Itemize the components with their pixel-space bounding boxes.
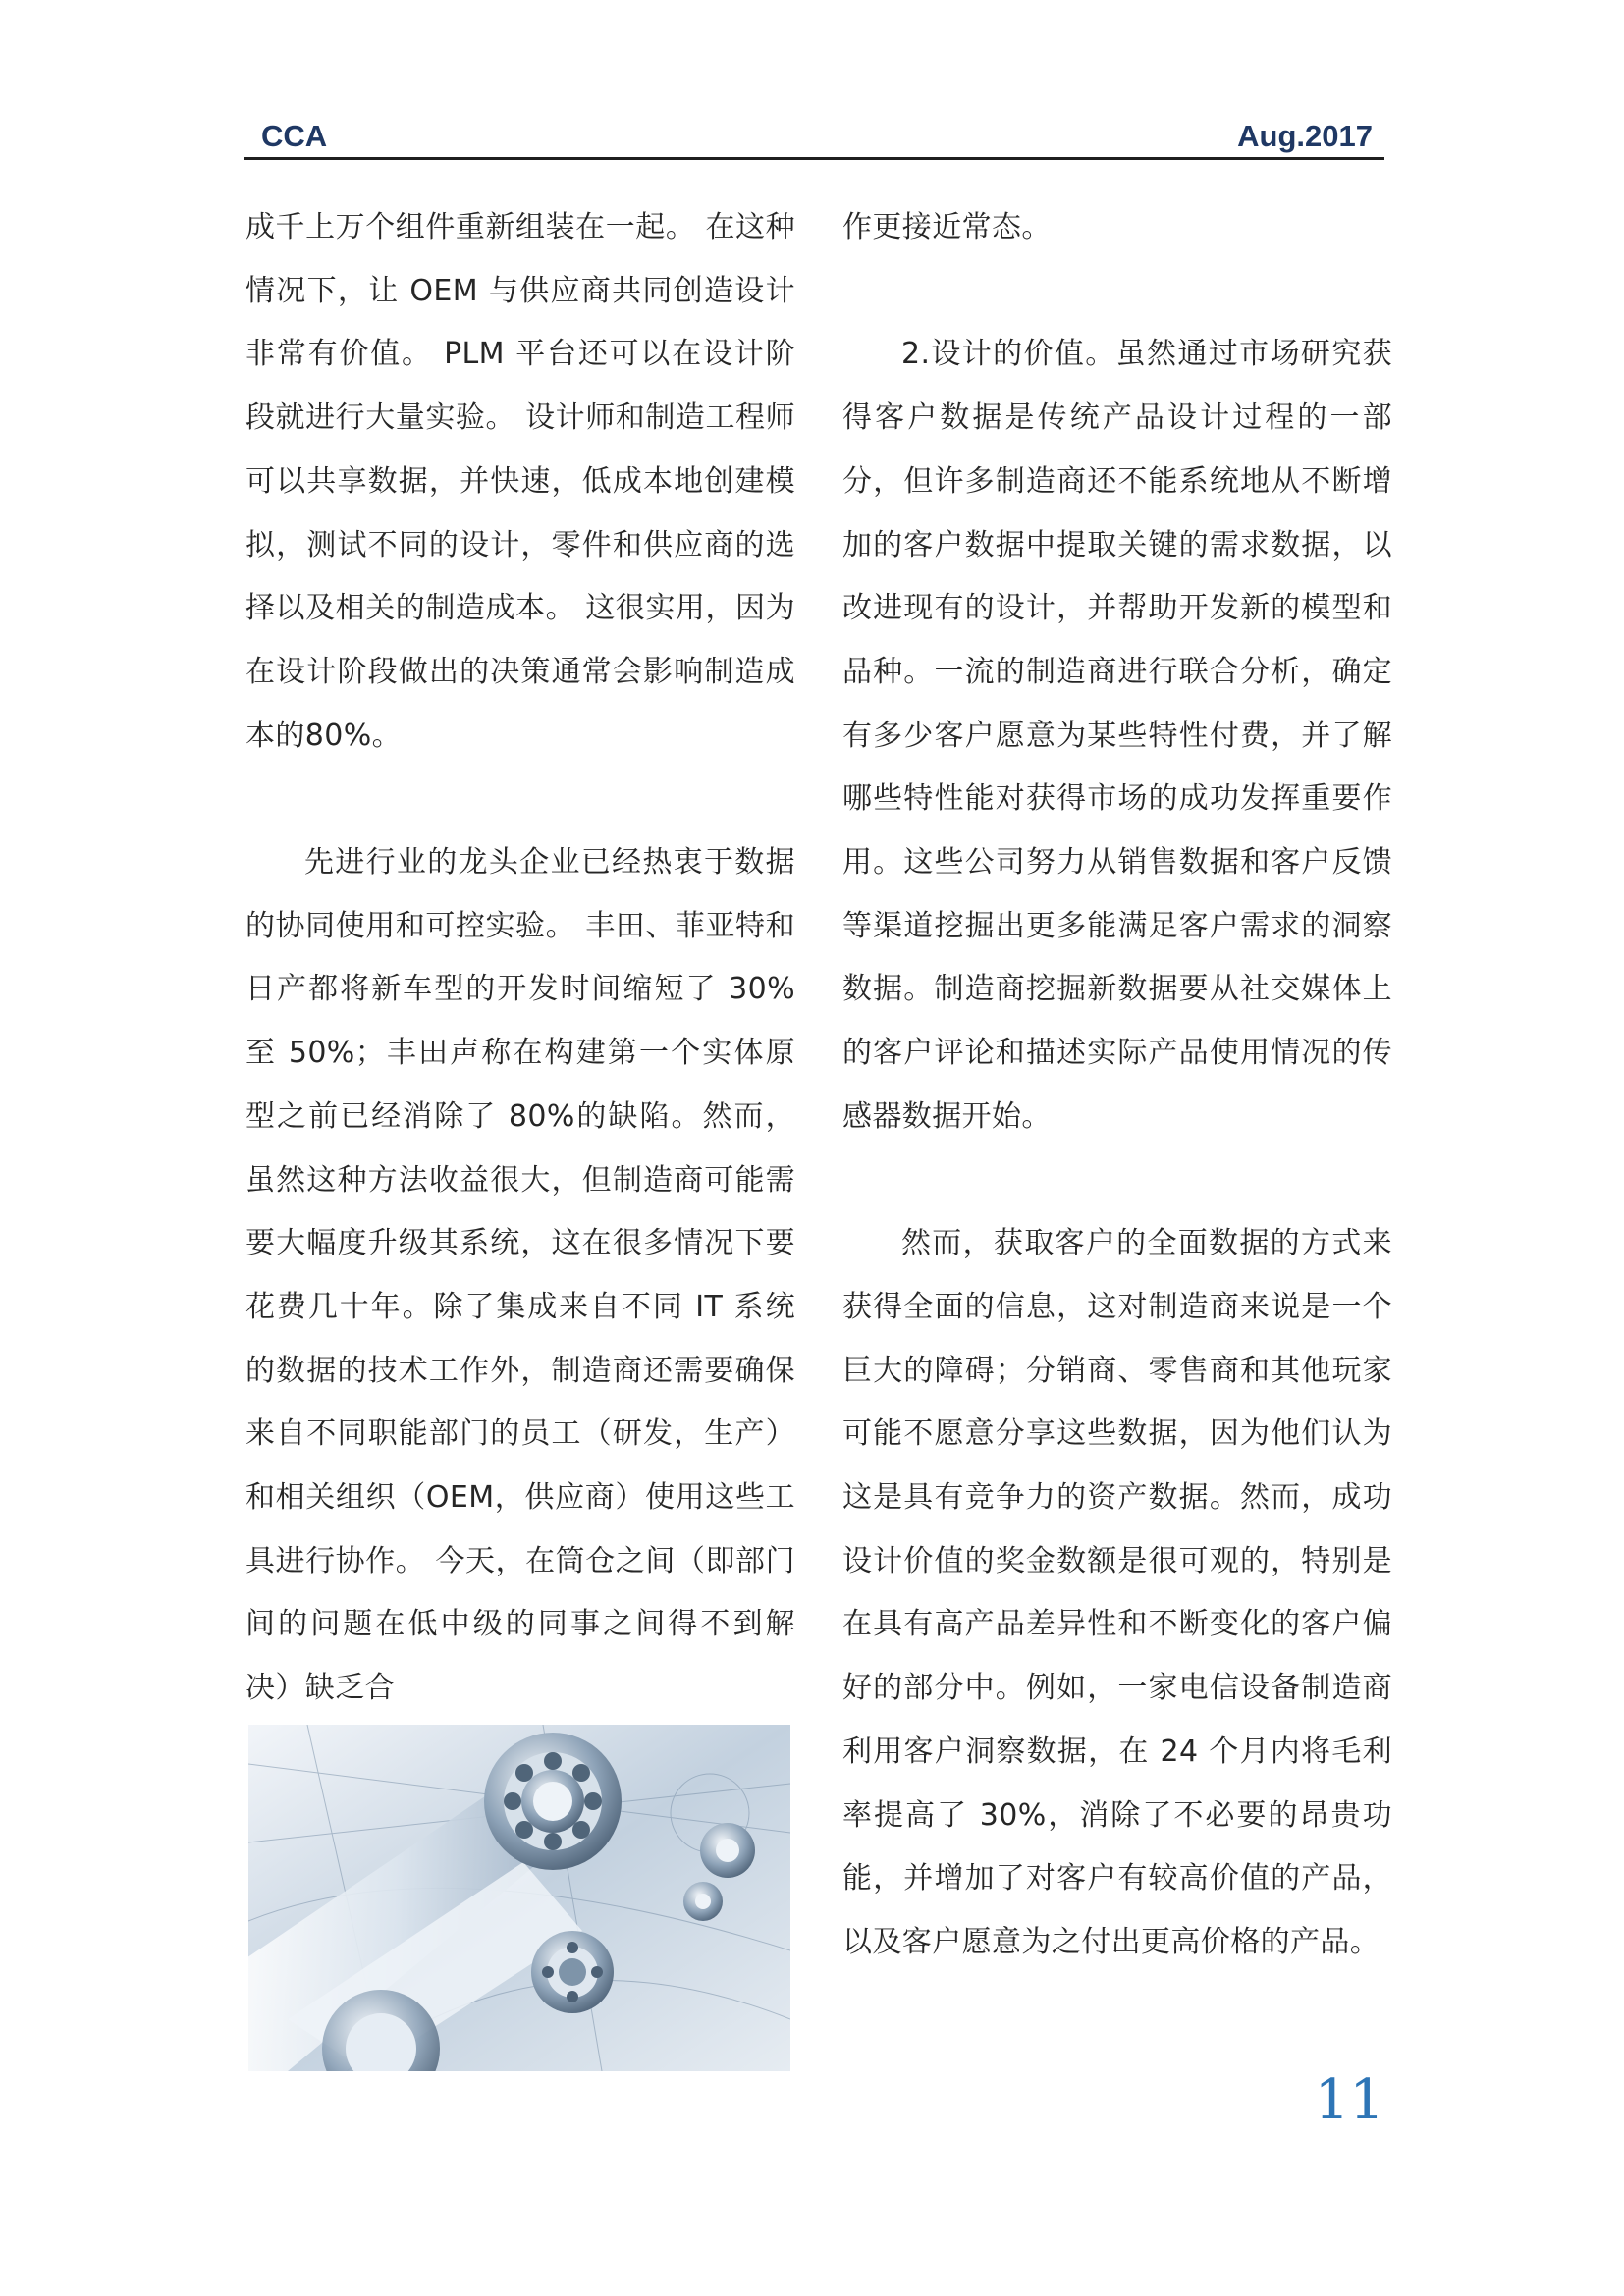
right-column [842, 196, 1392, 1975]
right-paragraph-3: 然而，获取客户的全面数据的方式来获得全面的信息，这对制造商来说是一个巨大的障碍；分销商、零售商和其他玩家可能不愿意分享这些数据，因为他们认为这是具有竞争力的资产数据。然而，成功设计价值的奖金数额是很可观的，特别是在具有高产品差异性和不断变化的客户偏好的部分中。例如，一家电信设备制造商利用客户洞察数据，在 24 个月内将毛利率提高了 30%，消除了不必要的昂贵功能，并增加了对客户有较高价值的产品，以及客户愿意为之付出更高价格的产品。 [842, 1226, 1392, 1959]
right-paragraph-1: 作更接近常态。 [842, 210, 1052, 244]
bearings-illustration [248, 1725, 790, 2071]
left-paragraph-2: 先进行业的龙头企业已经热衷于数据的协同使用和可控实验。 丰田、菲亚特和日产都将新车型的开发时间缩短了 30%至 50%；丰田声称在构建第一个实体原型之前已经消除了 80%的缺陷。然而，虽然这种方法收益很大，但制造商可能需要大幅度升级其系统，这在很多情况下要花费几十年。除了集成来自不同 IT 系统的数据的技术工作外，制造商还需要确保来自不同职能部门的员工（研发，生产）和相关组织（OEM，供应商）使用这些工具进行协作。 今天，在筒仓之间（即部门间的问题在低中级的同事之间得不到解决）缺乏合 [245, 845, 795, 1706]
right-paragraph-2: 2.设计的价值。虽然通过市场研究获得客户数据是传统产品设计过程的一部分，但许多制造商还不能系统地从不断增加的客户数据中提取关键的需求数据，以改进现有的设计，并帮助开发新的模型和品种。一流的制造商进行联合分析，确定有多少客户愿意为某些特性付费，并了解哪些特性能对获得市场的成功发挥重要作用。这些公司努力从销售数据和客户反馈等渠道挖掘出更多能满足客户需求的洞察数据。制造商挖掘新数据要从社交媒体上的客户评论和描述实际产品使用情况的传感器数据开始。 [842, 337, 1392, 1134]
header-publication: CCA [261, 119, 328, 153]
left-paragraph-1: 成千上万个组件重新组装在一起。 在这种情况下，让 OEM 与供应商共同创造设计非常有价值。 PLM 平台还可以在设计阶段就进行大量实验。 设计师和制造工程师可以共享数据，并快速，低成本地创建模拟，测试不同的设计，零件和供应商的选择以及相关的制造成本。 这很实用，因为在设计阶段做出的决策通常会影响制造成本的80%。 [245, 210, 795, 753]
page-number: 11 [1314, 2068, 1384, 2132]
page-header [244, 116, 1384, 160]
bearings-blueprint-image [248, 1725, 790, 2071]
header-date: Aug.2017 [1237, 119, 1373, 153]
left-column [245, 196, 795, 1721]
